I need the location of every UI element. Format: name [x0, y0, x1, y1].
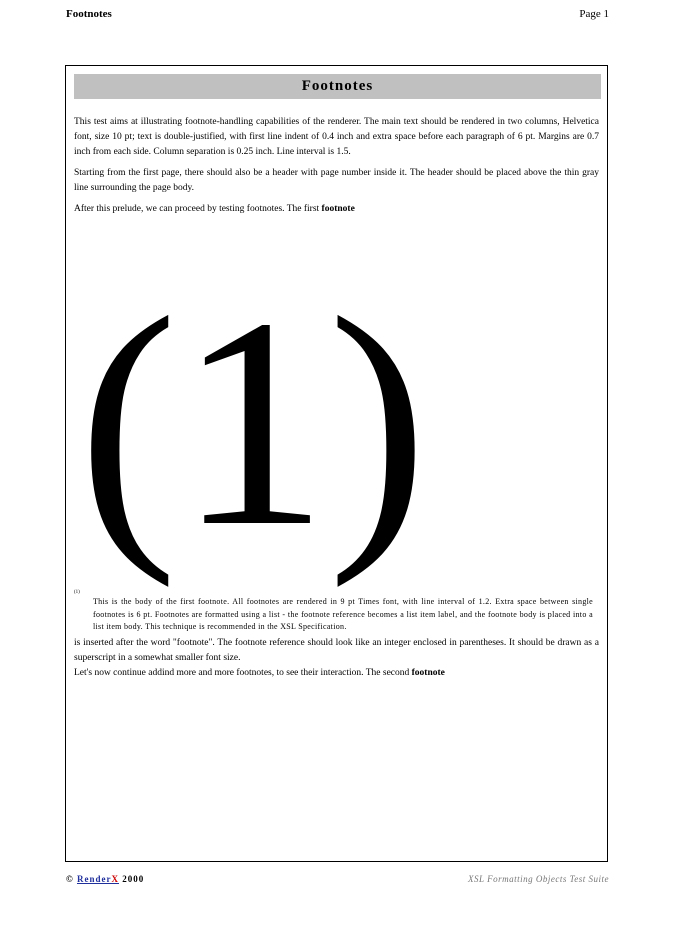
footer-year: 2000: [122, 874, 145, 884]
footnote-reference-large: (1): [78, 256, 428, 588]
renderx-link[interactable]: [77, 874, 119, 884]
footnote-marker: (1): [74, 590, 80, 595]
copyright-symbol: ©: [66, 874, 74, 884]
page-body-frame: [65, 65, 608, 862]
paragraph-header-note: Starting from the first page, there should also be a header with page number inside it. The header should be placed above the thin gray line surrounding the page body.: [74, 168, 599, 193]
paragraph-continue-text: Let's now continue addind more and more footnotes, to see their interaction. The second: [74, 668, 412, 678]
paragraph-footnote-description: is inserted after the word "footnote". The footnote reference should look like an integer enclosed in parentheses. It should be drawn as a superscript in a somewhat smaller font size.: [74, 638, 599, 663]
paragraph-continue: [74, 666, 599, 681]
footer-copyright: [66, 874, 144, 884]
paragraph-prelude: [74, 202, 599, 217]
footnote-word-second: footnote: [411, 668, 445, 678]
document-heading: Footnotes: [74, 74, 601, 99]
paragraph-intro: This test aims at illustrating footnote-handling capabilities of the renderer. The main text should be rendered in two columns, Helvetica font, size 10 pt; text is double-justified, with first line indent of 0.4 inch and extra space before each paragraph of 6 pt. Margins are 0.7 inch from each side. Column separation is 0.25 inch. Line interval is 1.5.: [74, 117, 599, 157]
renderx-brand-x: X: [111, 874, 119, 884]
running-header-page-number: Page 1: [579, 8, 609, 20]
footer-suite-name: XSL Formatting Objects Test Suite: [467, 874, 609, 884]
paragraph-prelude-text: After this prelude, we can proceed by testing footnotes. The first: [74, 204, 322, 214]
footnote-word: footnote: [321, 204, 355, 214]
running-header-title: Footnotes: [66, 8, 112, 20]
footnote-body: This is the body of the first footnote. All footnotes are rendered in 9 pt Times font, with line interval of 1.2. Extra space between single footnotes is 6 pt. Footnotes are formatted using a list - the footnote reference becomes a list item label, and the footnote body is placed into a list item body. This technique is recommended in the XSL Specification.: [93, 597, 593, 631]
renderx-brand-main: Render: [76, 874, 112, 884]
